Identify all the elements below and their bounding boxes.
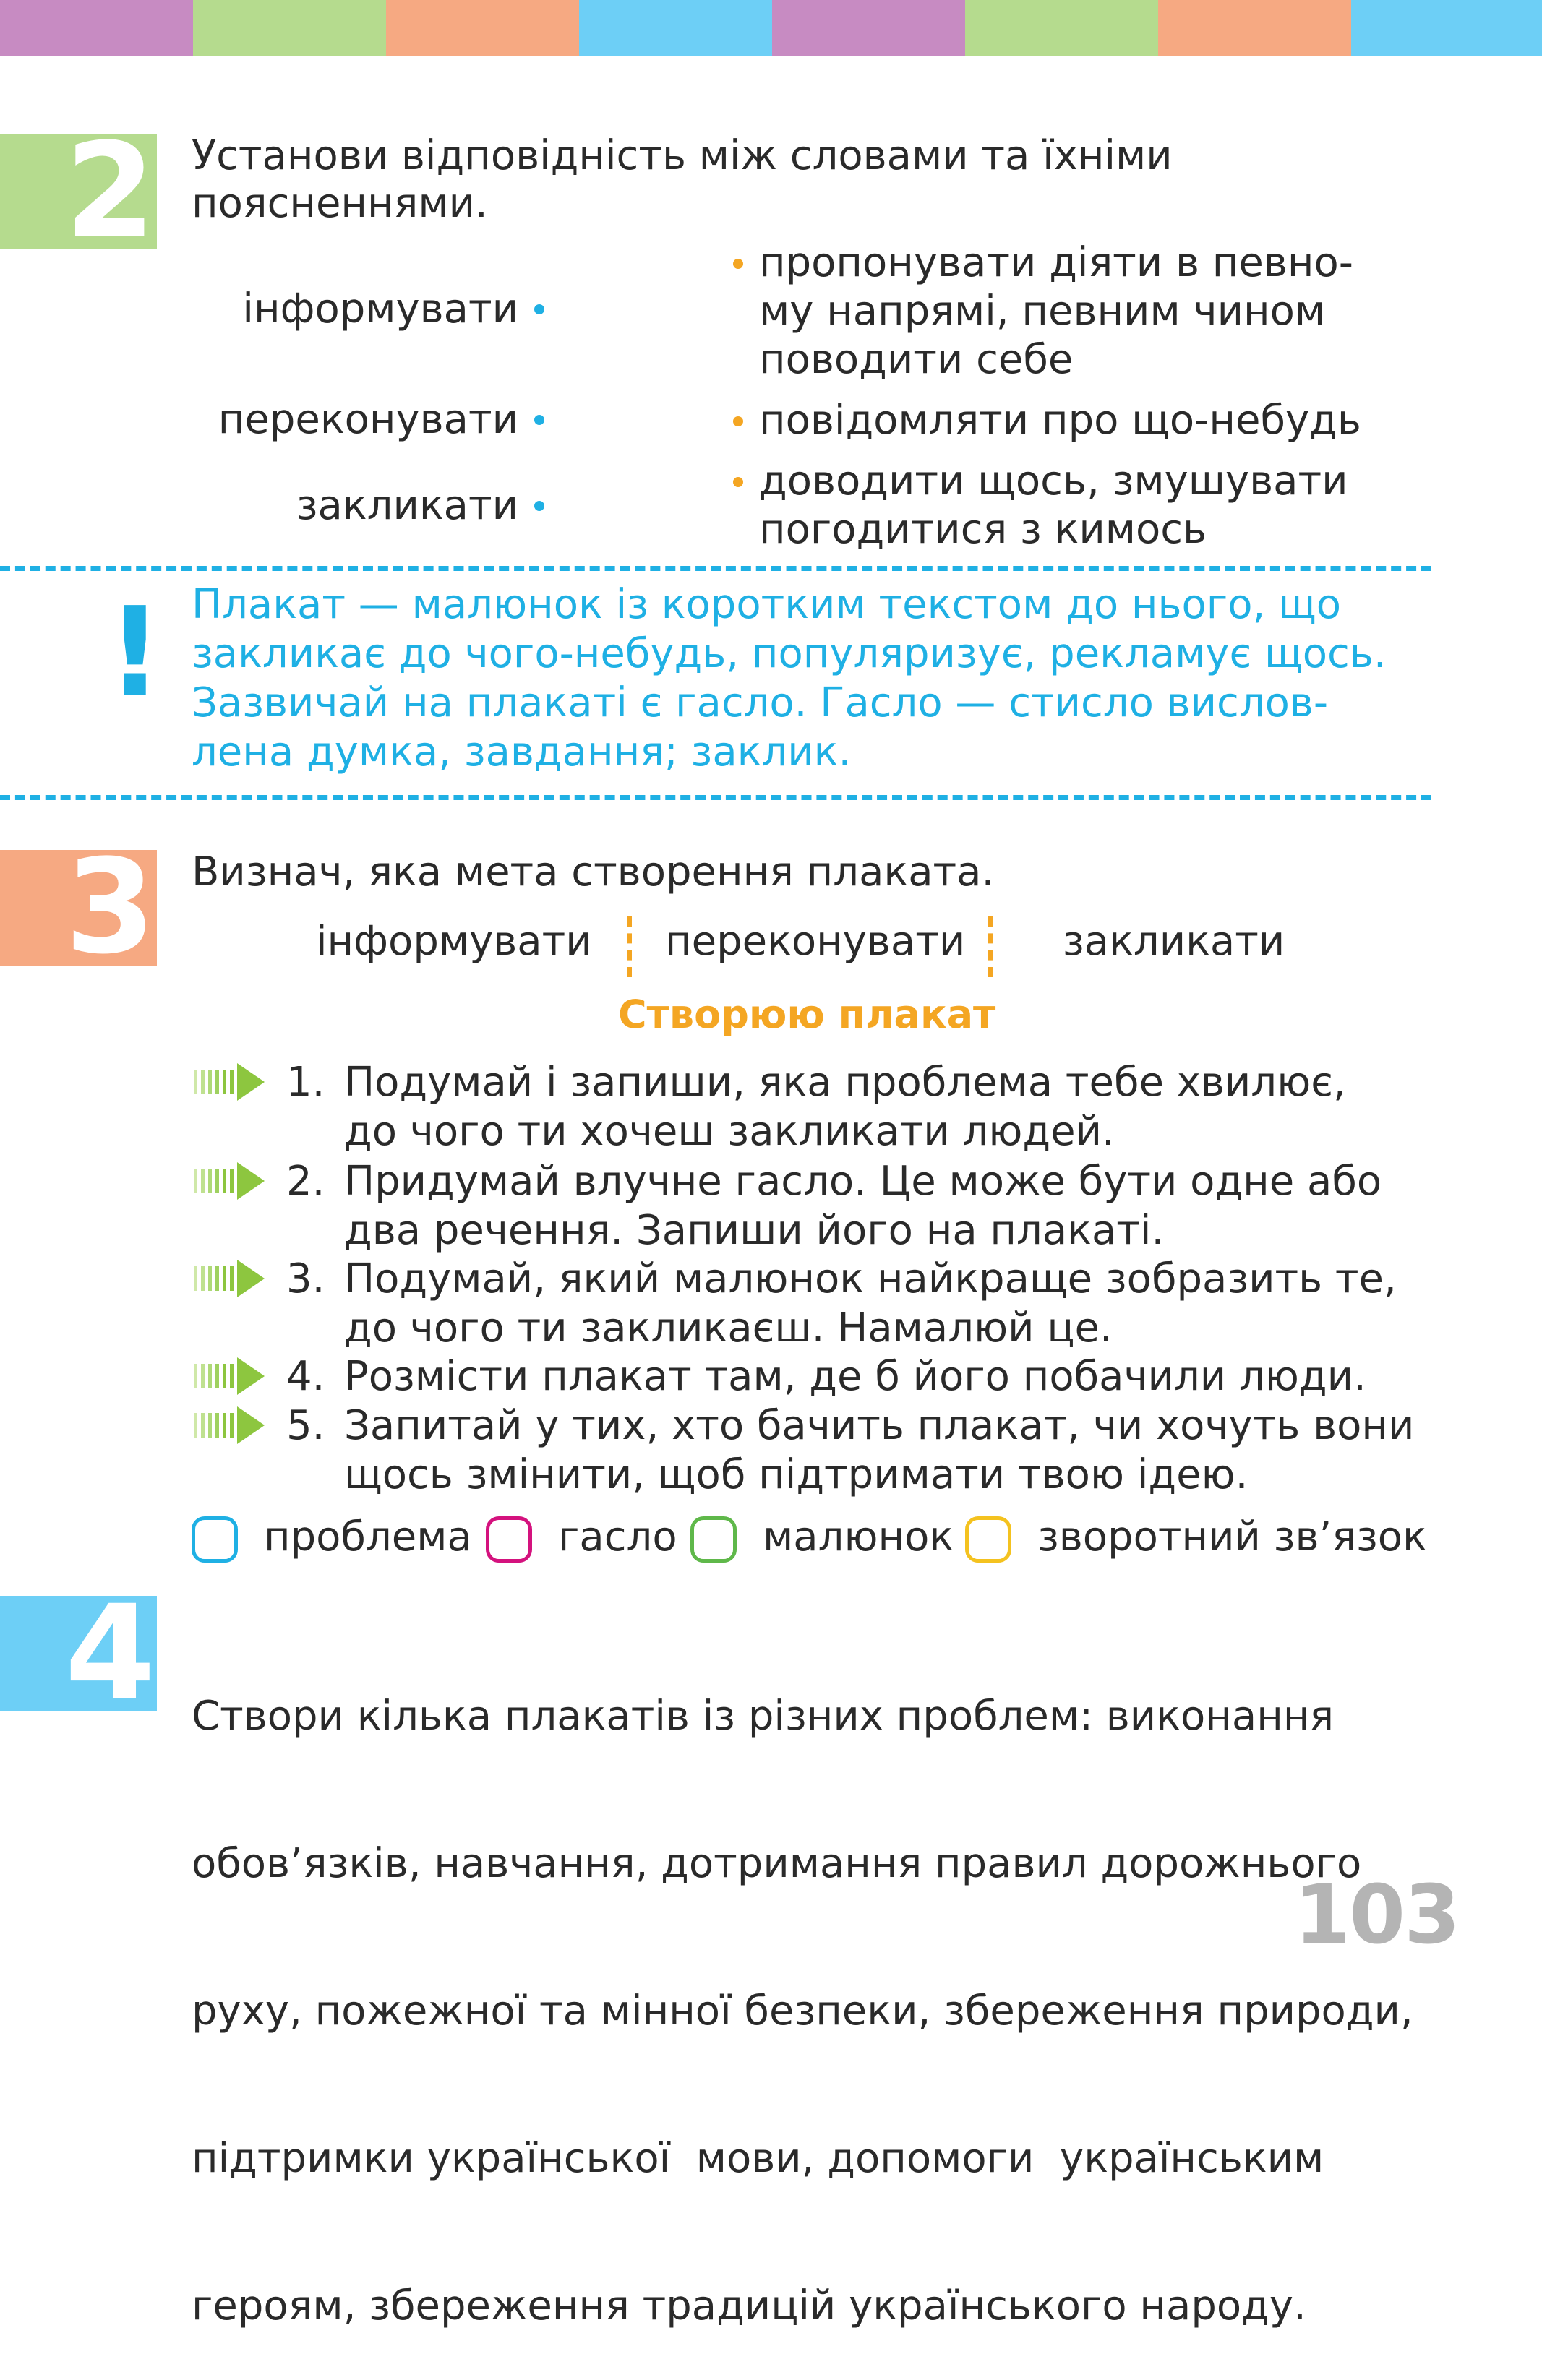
match-dot-left[interactable] — [534, 304, 544, 314]
stripe-segment — [1351, 0, 1542, 56]
step-line: до чого ти закликаєш. Намалюй це. — [344, 1305, 1113, 1352]
legend-box-problem[interactable] — [192, 1516, 238, 1563]
info-box-text — [192, 580, 1421, 777]
match-dot-right[interactable] — [733, 259, 743, 269]
task-4-line: руху, пожежної та мінної безпеки, збереження природи, — [192, 1988, 1413, 2035]
task-4-line: Створи кілька плакатів із різних проблем: виконання — [192, 1693, 1335, 1740]
step-number: 1. — [286, 1059, 325, 1106]
option-separator — [988, 916, 993, 977]
option-separator — [627, 916, 632, 977]
stripe-segment — [386, 0, 579, 56]
task-4-text — [192, 1594, 1413, 2380]
step-5 — [194, 1401, 1414, 1500]
match-dot-right[interactable] — [733, 477, 743, 487]
page-number: 103 — [1294, 1868, 1459, 1962]
match-dot-left[interactable] — [534, 501, 544, 511]
match-word-3[interactable] — [296, 482, 544, 529]
step-number: 3. — [286, 1255, 325, 1302]
section-heading: Створюю плакат — [618, 992, 996, 1037]
task-3-instruction: Визнач, яка мета створення плаката. — [192, 849, 995, 895]
match-word-label: переконувати — [218, 396, 518, 443]
step-line: до чого ти хочеш закликати людей. — [344, 1108, 1115, 1155]
stripe-segment — [965, 0, 1158, 56]
definition-line: повідомляти про що-небудь — [759, 397, 1361, 444]
legend-box-slogan[interactable] — [486, 1516, 532, 1563]
legend-label-problem: проблема — [264, 1513, 472, 1560]
info-line: закликає до чого-небудь, популяризує, рекламує щось. — [192, 630, 1387, 677]
definition-line: доводити щось, змушувати — [759, 457, 1348, 504]
task-3-badge: 3 — [0, 850, 157, 966]
match-definition-1[interactable] — [759, 239, 1353, 384]
step-line: Розмісти плакат там, де б його побачили люди. — [344, 1353, 1366, 1400]
step-2 — [194, 1157, 1382, 1255]
step-line: щось змінити, щоб підтримати твою ідею. — [344, 1451, 1248, 1498]
step-number: 4. — [286, 1353, 325, 1400]
match-word-label: закликати — [296, 482, 518, 529]
definition-line: поводити себе — [759, 336, 1074, 383]
info-line: Плакат — малюнок із коротким текстом до нього, що — [192, 581, 1342, 628]
step-line: Подумай, який малюнок найкраще зобразить те, — [344, 1255, 1397, 1302]
task-2-instruction-line-1: Установи відповідність між словами та їхніми — [192, 132, 1173, 179]
definition-line: му напрямі, певним чином — [759, 288, 1326, 335]
option-inform[interactable]: інформувати — [316, 918, 592, 965]
legend-label-feedback: зворотний зв’язок — [1037, 1513, 1427, 1560]
option-call[interactable]: закликати — [1063, 918, 1285, 965]
match-definition-3[interactable] — [759, 457, 1348, 554]
match-word-label: інформувати — [242, 285, 518, 332]
task-2-instruction-line-2: поясненнями. — [192, 180, 488, 227]
step-number: 2. — [286, 1158, 325, 1205]
task-4-line: героям, збереження традицій українського народу. — [192, 2282, 1306, 2329]
definition-line: пропонувати діяти в певно- — [759, 239, 1353, 286]
info-line: лена думка, завдання; заклик. — [192, 729, 852, 776]
step-1 — [194, 1058, 1346, 1156]
match-dot-left[interactable] — [534, 415, 544, 425]
step-4 — [194, 1352, 1366, 1401]
stripe-segment — [0, 0, 193, 56]
task-4-line: обов’язків, навчання, дотримання правил дорожнього — [192, 1840, 1362, 1887]
stripe-segment — [1158, 0, 1351, 56]
step-3 — [194, 1255, 1397, 1353]
step-number: 5. — [286, 1402, 325, 1449]
info-box-bottom-border — [0, 795, 1431, 800]
info-box-top-border — [0, 566, 1431, 571]
match-dot-right[interactable] — [733, 416, 743, 426]
task-2-badge: 2 — [0, 134, 157, 249]
legend-box-feedback[interactable] — [965, 1516, 1011, 1563]
legend-label-picture: малюнок — [763, 1513, 954, 1560]
legend-label-slogan: гасло — [558, 1513, 677, 1560]
task-4-badge: 4 — [0, 1596, 157, 1711]
definition-line: погодитися з кимось — [759, 506, 1207, 553]
stripe-segment — [772, 0, 965, 56]
match-word-1[interactable] — [242, 285, 544, 332]
top-color-stripe — [0, 0, 1542, 56]
info-line: Зазвичай на плакаті є гасло. Гасло — стисло вислов- — [192, 679, 1329, 726]
step-line: Запитай у тих, хто бачить плакат, чи хочуть вони — [344, 1402, 1415, 1449]
match-definition-2[interactable] — [759, 396, 1361, 444]
step-line: Подумай і запиши, яка проблема тебе хвилює, — [344, 1059, 1346, 1106]
step-line: Придумай влучне гасло. Це може бути одне або — [344, 1158, 1382, 1205]
legend-box-picture[interactable] — [690, 1516, 737, 1563]
stripe-segment — [579, 0, 772, 56]
exclamation-icon: ! — [107, 581, 163, 724]
task-4-line: підтримки української мови, допомоги українським — [192, 2135, 1324, 2182]
option-persuade[interactable]: переконувати — [665, 918, 966, 965]
step-line: два речення. Запиши його на плакаті. — [344, 1207, 1165, 1254]
stripe-segment — [193, 0, 386, 56]
match-word-2[interactable] — [218, 396, 544, 443]
